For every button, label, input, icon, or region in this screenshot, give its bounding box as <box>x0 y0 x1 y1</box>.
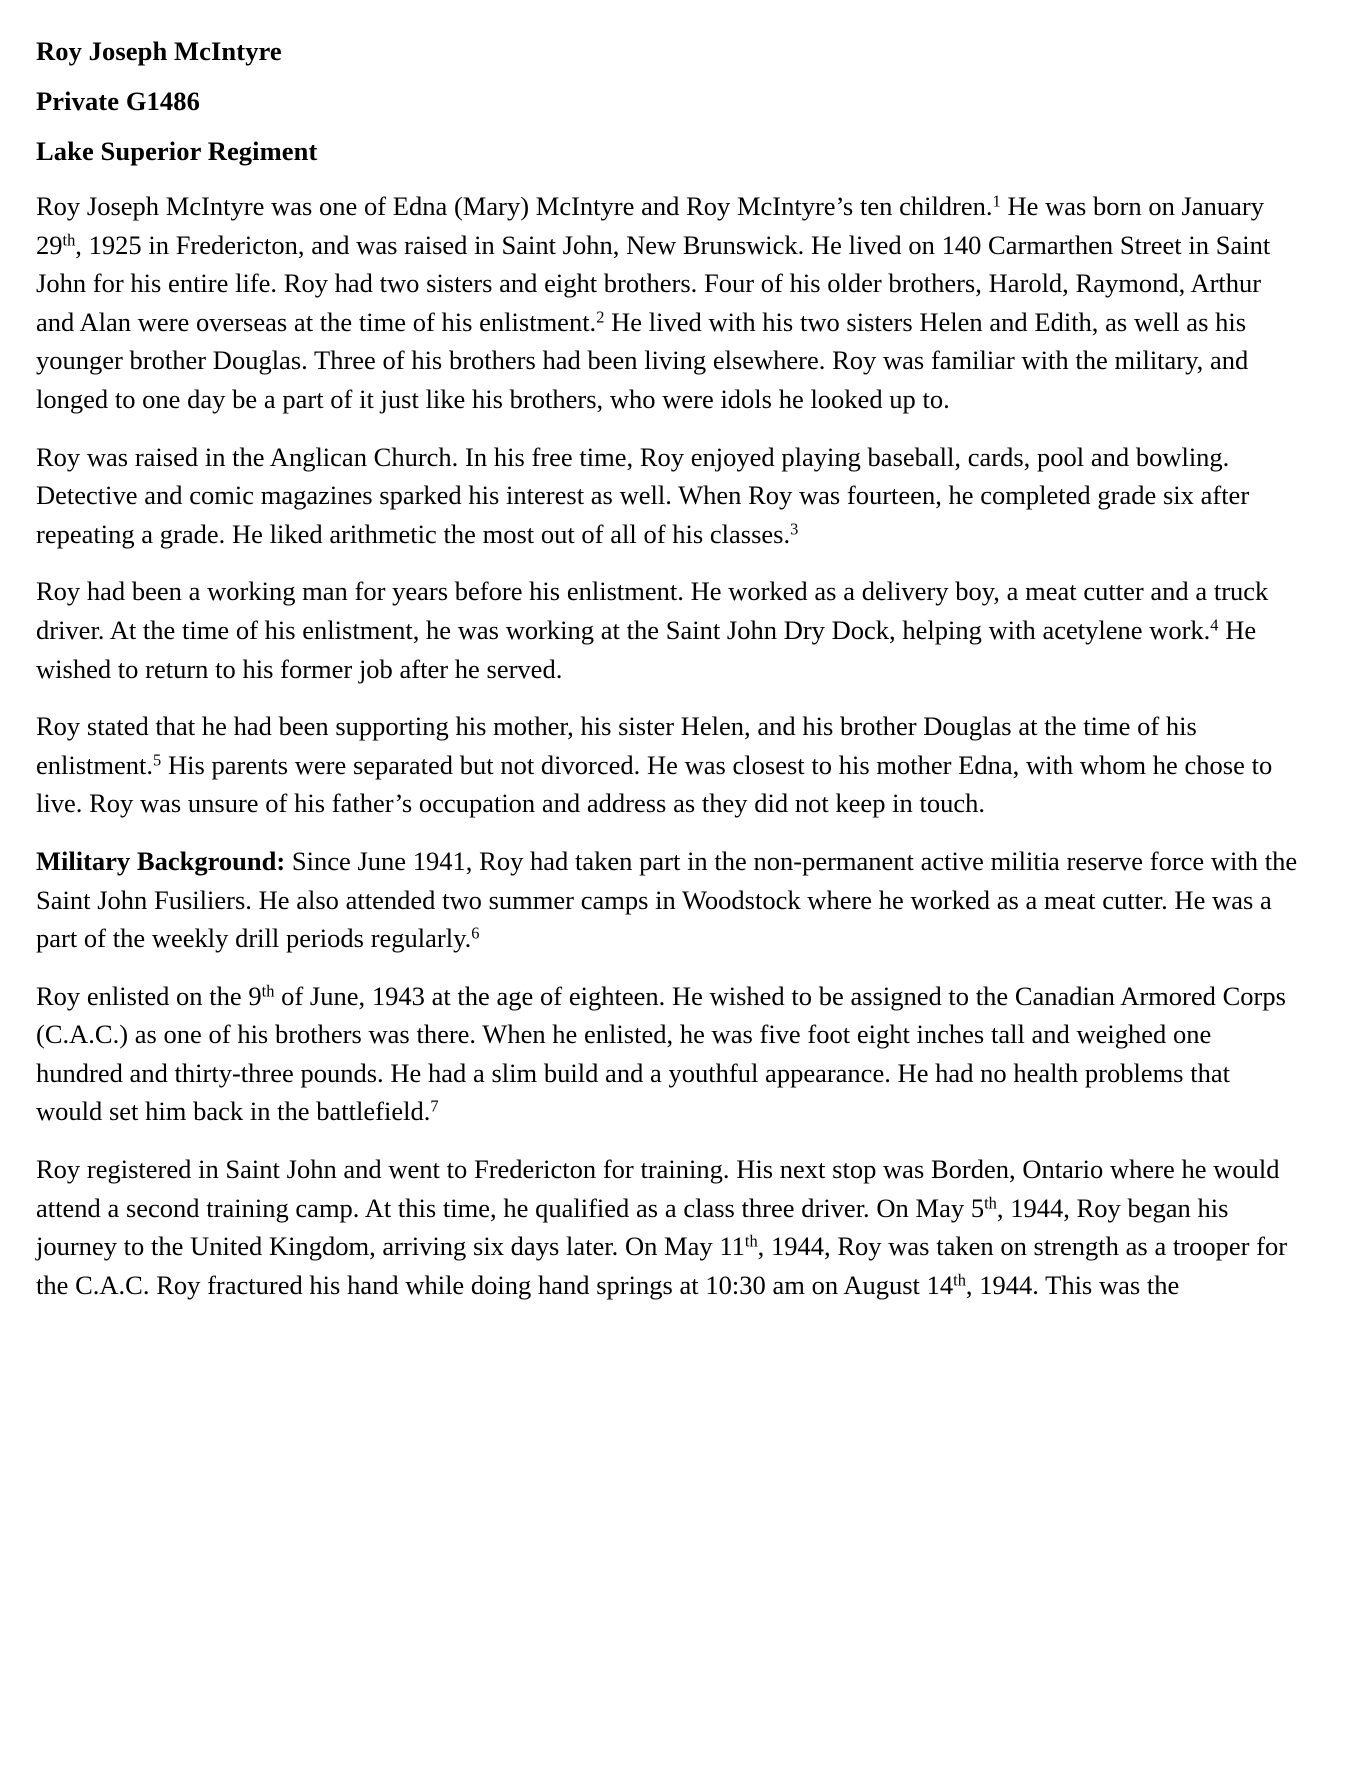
paragraph-text: Roy enlisted on the 9 <box>36 980 262 1011</box>
paragraph-text: He wished to return to his former job after he served. <box>36 614 1257 684</box>
paragraph-text: Roy registered in Saint John and went to Fredericton for training. His next stop was Borden, Ontario where he would attend a second training camp. At this time, he qualified as a class three driver. On May 5 <box>36 1154 1280 1223</box>
para-work <box>36 562 1300 697</box>
paragraph-text: Roy stated that he had been supporting his mother, his sister Helen, and his brother Douglas at the time of his enlistment. <box>36 711 1197 780</box>
paragraph-text: Since June 1941, Roy had taken part in the non-permanent active militia reserve force with the Saint John Fusiliers. He also attended two summer camps in Woodstock where he worked as a meat cutter. He was a part of the weekly drill periods regularly. <box>36 845 1298 954</box>
footnote-marker: 1 <box>992 191 1001 211</box>
paragraph-lead-in: Military Background: <box>36 845 286 876</box>
ordinal-suffix: th <box>984 1193 997 1213</box>
para-support <box>36 697 1300 832</box>
ordinal-suffix: th <box>261 981 275 1001</box>
paragraph-text: He lived with his two sisters Helen and Edith, as well as his younger brother Douglas. Three of his brothers had been living elsewhere. Roy was familiar with the military, and longed to one day be a part of it just like his brothers, who were idols he looked up to. <box>36 306 1249 414</box>
footnote-marker: 2 <box>596 307 605 327</box>
document-heading: Roy Joseph McIntyre <box>36 36 282 66</box>
ordinal-suffix: th <box>744 1231 758 1251</box>
footnote-marker: 6 <box>471 923 480 943</box>
paragraph-text: , 1944. This was the <box>965 1269 1180 1300</box>
document-heading: Lake Superior Regiment <box>36 136 318 166</box>
paragraph-text: Roy Joseph McIntyre was one of Edna (Mary) McIntyre and Roy McIntyre’s ten children. <box>36 191 993 221</box>
paragraph-text: Roy was raised in the Anglican Church. In his free time, Roy enjoyed playing baseball, cards, pool and bowling. Detective and comic magazines sparked his interest as well. When Roy was fourteen, he completed grade six after repeating a grade. He liked arithmetic the most out of all of his classes. <box>36 441 1250 549</box>
document-body <box>36 30 1300 1313</box>
footnote-marker: 7 <box>430 1096 439 1116</box>
footnote-marker: 5 <box>153 750 162 770</box>
para-military-background <box>36 832 1300 967</box>
ordinal-suffix: th <box>953 1270 966 1290</box>
para-upbringing <box>36 428 1300 563</box>
ordinal-suffix: th <box>62 230 76 250</box>
para-family <box>36 177 1300 428</box>
paragraph-text: , 1944, Roy was taken on strength as a trooper for the C.A.C. Roy fractured his hand while doing hand springs at 10:30 am on August 14 <box>36 1231 1288 1300</box>
document-heading: Private G1486 <box>36 86 200 116</box>
footnote-marker: 3 <box>790 519 799 539</box>
paragraph-text: , 1944, Roy began his journey to the United Kingdom, arriving six days later. On May 11 <box>36 1192 1229 1262</box>
para-training <box>36 1140 1300 1313</box>
paragraph-text: of June, 1943 at the age of eighteen. He wished to be assigned to the Canadian Armored Corps (C.A.C.) as one of his brothers was there. When he enlisted, he was five foot eight inches tall and weighed one hundred and thirty-three pounds. He had a slim build and a youthful appearance. He had no health problems that would set him back in the battlefield. <box>36 980 1286 1127</box>
paragraph-text: He was born on January 29 <box>36 191 1264 260</box>
para-enlistment <box>36 967 1300 1140</box>
paragraph-text: , 1925 in Fredericton, and was raised in Saint John, New Brunswick. He lived on 140 Carmarthen Street in Saint John for his entire life. Roy had two sisters and eight brothers. Four of his older brothers, Harold, Raymond, Arthur and Alan were overseas at the time of his enlistment. <box>36 229 1271 337</box>
paragraph-text: Roy had been a working man for years before his enlistment. He worked as a delivery boy, a meat cutter and a truck driver. At the time of his enlistment, he was working at the Saint John Dry Dock, helping with acetylene work. <box>36 576 1269 645</box>
footnote-marker: 4 <box>1210 615 1219 635</box>
paragraph-text: His parents were separated but not divorced. He was closest to his mother Edna, with whom he chose to live. Roy was unsure of his father’s occupation and address as they did not keep in touch. <box>36 749 1273 819</box>
